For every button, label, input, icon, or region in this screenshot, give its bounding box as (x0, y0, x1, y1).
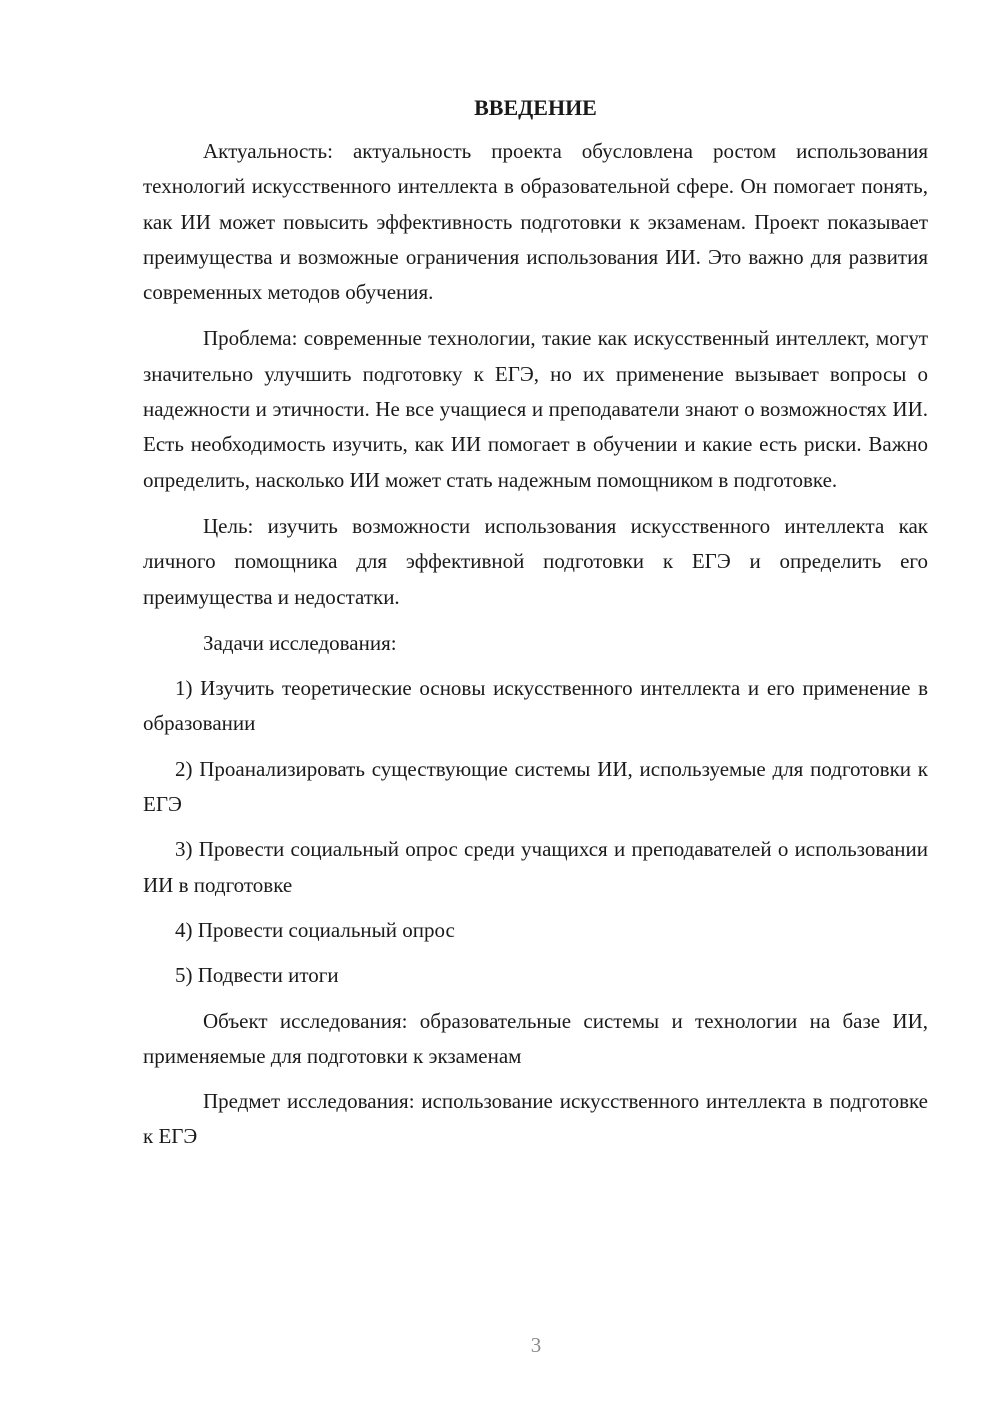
task-item-1: 1) Изучить теоретические основы искусственного интеллекта и его применение в образовании (143, 676, 928, 736)
section-heading: ВВЕДЕНИЕ (474, 95, 597, 120)
goal-paragraph: Цель: изучить возможности использования искусственного интеллекта как личного помощника для эффективной подготовки к ЕГЭ и определить его преимущества и недостатки. (143, 513, 928, 609)
document-page (143, 94, 928, 1155)
task-item-4: 4) Провести социальный опрос (175, 917, 455, 942)
object-paragraph: Объект исследования: образовательные системы и технологии на базе ИИ, применяемые для подготовки к экзаменам (143, 1008, 928, 1068)
task-item-3: 3) Провести социальный опрос среди учащихся и преподавателей о использовании ИИ в подготовке (143, 837, 928, 897)
tasks-title: Задачи исследования: (203, 630, 397, 655)
problem-paragraph: Проблема: современные технологии, такие как искусственный интеллект, могут значительно улучшить подготовку к ЕГЭ, но их применение вызывает вопросы о надежности и этичности. Не все учащиеся и преподаватели знают о возможностях ИИ. Есть необходимость изучить, как ИИ помогает в обучении и какие есть риски. Важно определить, насколько ИИ может стать надежным помощником в подготовке. (143, 326, 928, 492)
task-item-5: 5) Подвести итоги (175, 963, 339, 988)
relevance-paragraph: Актуальность: актуальность проекта обусловлена ростом использования технологий искусственного интеллекта в образовательной сфере. Он помогает понять, как ИИ может повысить эффективность подготовки к экзаменам. Проект показывает преимущества и возможные ограничения использования ИИ. Это важно для развития современных методов обучения. (143, 139, 928, 305)
task-item-2: 2) Проанализировать существующие системы ИИ, используемые для подготовки к ЕГЭ (143, 756, 928, 817)
page-number: 3 (530, 1333, 542, 1357)
subject-paragraph: Предмет исследования: использование искусственного интеллекта в подготовке к ЕГЭ (143, 1089, 928, 1149)
